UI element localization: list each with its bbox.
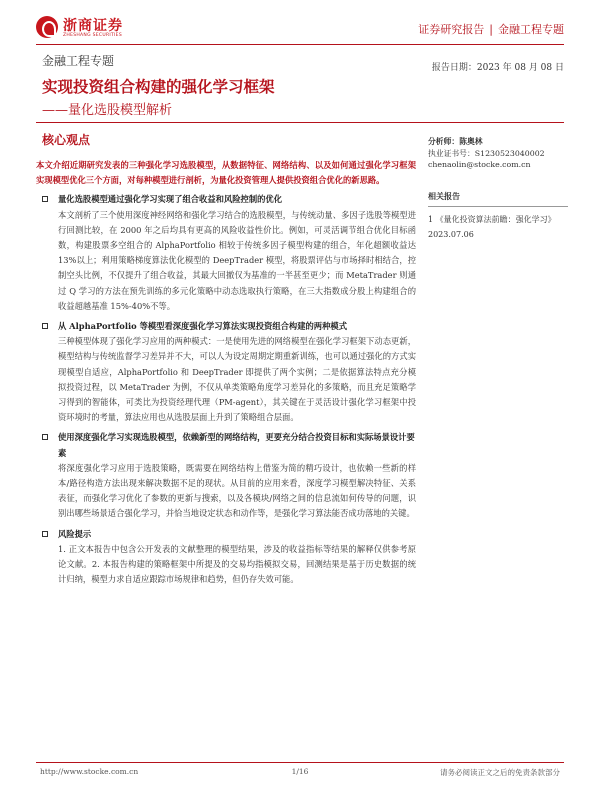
main-content bbox=[36, 131, 416, 592]
license-number: S1230523040002 bbox=[474, 148, 545, 158]
company-logo bbox=[36, 14, 156, 44]
related-divider bbox=[428, 206, 568, 207]
side-panel bbox=[428, 136, 568, 242]
logo-text-cn: 浙商证券 bbox=[63, 18, 123, 34]
footer-disclaimer: 请务必阅读正文之后的免责条款部分 bbox=[440, 768, 560, 777]
footer-url[interactable]: http://www.stocke.com.cn bbox=[40, 767, 139, 776]
section-heading-text: 量化选股模型通过强化学习实现了组合收益和风险控制的优化 bbox=[58, 194, 283, 205]
logo-text-en: ZHESHANG SECURITIES bbox=[63, 33, 122, 38]
core-summary: 本文介绍近期研究发表的三种强化学习选股模型，从数据特征、网络结构、以及如何通过强化学习框架实现模型优化三个方面，对每种模型进行剖析，为量化投资管理人提供投资组合优化的新思路。 bbox=[36, 160, 416, 186]
license-line bbox=[428, 148, 568, 160]
square-bullet-icon bbox=[42, 434, 48, 440]
section bbox=[36, 319, 416, 425]
section bbox=[36, 192, 416, 314]
core-heading: 核心观点 bbox=[42, 133, 91, 147]
square-bullet-icon bbox=[42, 531, 48, 537]
square-bullet-icon bbox=[42, 323, 48, 329]
section-body: 1. 正文本报告中包含公开发表的文献整理的模型结果，涉及的收益指标等结果的解释仅供参考原论文献。2. 本报告构建的策略框架中所提及的交易均指模拟交易，回测结果是基于历史数据的统计归纳，模型力求自适应跟踪市场规律和趋势，但仍存失效可能。 bbox=[58, 543, 416, 585]
section-body: 三种模型体现了强化学习应用的两种模式：一是使用先进的网络模型在强化学习框架下动态更新，模型结构与传统监督学习差异并不大，可以人为设定周期定期重新训练，也可以通过强化的方式实现模型自适应，AlphaPortfolio 和 DeepTrader 即提供了两个实例；二是依据算法特点充分模拟投资过程，以 MetaTrader 为例，不仅从单类策略角度学习差异化的多策略，而且充足策略学习得到的智能体，可类比为投资经理代理（PM-agent），其关键在于灵活设计强化学习框架中投资环境时的考量，算法应用也从选股层面上升到了策略组合层面。 bbox=[58, 336, 416, 423]
analyst-line bbox=[428, 136, 568, 148]
section bbox=[36, 430, 416, 521]
section-heading-text: 风险提示 bbox=[58, 528, 92, 539]
footer-divider bbox=[36, 762, 564, 763]
analyst-label: 分析师： bbox=[428, 137, 460, 146]
header-divider bbox=[36, 44, 564, 45]
section-heading bbox=[36, 319, 416, 334]
header-separator: | bbox=[489, 23, 493, 36]
section-heading-text: 使用深度强化学习实现选股模型，依赖新型的网络结构，更要充分结合投资目标和实际场景设计要素 bbox=[58, 432, 415, 458]
related-reports-heading: 相关报告 bbox=[428, 190, 460, 201]
license-label: 执业证书号： bbox=[428, 148, 475, 158]
section-heading bbox=[36, 430, 416, 460]
square-bullet-icon bbox=[42, 196, 48, 202]
title-divider bbox=[36, 122, 564, 123]
report-header bbox=[36, 14, 564, 44]
section-heading bbox=[36, 192, 416, 207]
section-heading-text: 从 AlphaPortfolio 等模型看深度强化学习算法实现投资组合构建的两种模式 bbox=[58, 321, 347, 332]
section-heading bbox=[36, 527, 416, 542]
report-type: 证券研究报告 bbox=[418, 23, 485, 36]
page-number: 1/16 bbox=[291, 767, 309, 776]
report-subtitle: ——量化选股模型解析 bbox=[42, 103, 173, 118]
analyst-name: 陈奥林 bbox=[459, 137, 483, 146]
section bbox=[36, 527, 416, 588]
section-body: 将深度强化学习应用于选股策略，既需要在网络结构上借鉴为简的精巧设计，也依赖一些新的样本/路径构造方法出现来解决数据不足的现状。从目前的应用来看，深度学习模型解决特征、关系表征，而强化学习优化了参数的更新与搜索，以及各模块/网络之间的信息流如何传导的问题，识别出哪些场景适合强化学习，并恰当地设定状态和动作等，是强化学习算法能否成功落地的关键。 bbox=[58, 462, 416, 519]
header-report-type bbox=[418, 21, 564, 37]
section-body: 本文剖析了三个使用深度神经网络和强化学习结合的选股模型，与传统动量、多因子选股等模型进行回测比较，在 2000 年之后均具有更高的风险收益性价比。例如，可灵活调节组合优化目标函数，构建股票多空组合的 AlphaPortfolio 相较于传统多因子模型构建的组合，年化超额收益达 13%以上；利用策略梯度算法优化模型的 DeepTrader 模型，将股票评估与市场择时相结合，控制空头比例，不仅提升了组合收益，其最大回撤仅为基准的一半甚至更少；而 MetaTrader 则通过 Q 学习的方法在预先训练的多元化策略中动态选取执行策略，在三大指数成分股上构建组合的收益超越基准 15%-40%不等。 bbox=[58, 209, 416, 311]
report-title: 实现投资组合构建的强化学习框架 bbox=[42, 77, 275, 96]
report-date: 报告日期：2023 年 08 月 08 日 bbox=[431, 63, 564, 73]
related-report-item[interactable]: 1 《量化投资算法前瞻：强化学习》 2023.07.06 bbox=[428, 215, 556, 239]
analyst-email[interactable]: chenaolin@stocke.com.cn bbox=[428, 160, 531, 169]
logo-mark-icon bbox=[36, 16, 58, 38]
category-label: 金融工程专题 bbox=[42, 54, 115, 68]
report-category: 金融工程专题 bbox=[498, 23, 564, 36]
